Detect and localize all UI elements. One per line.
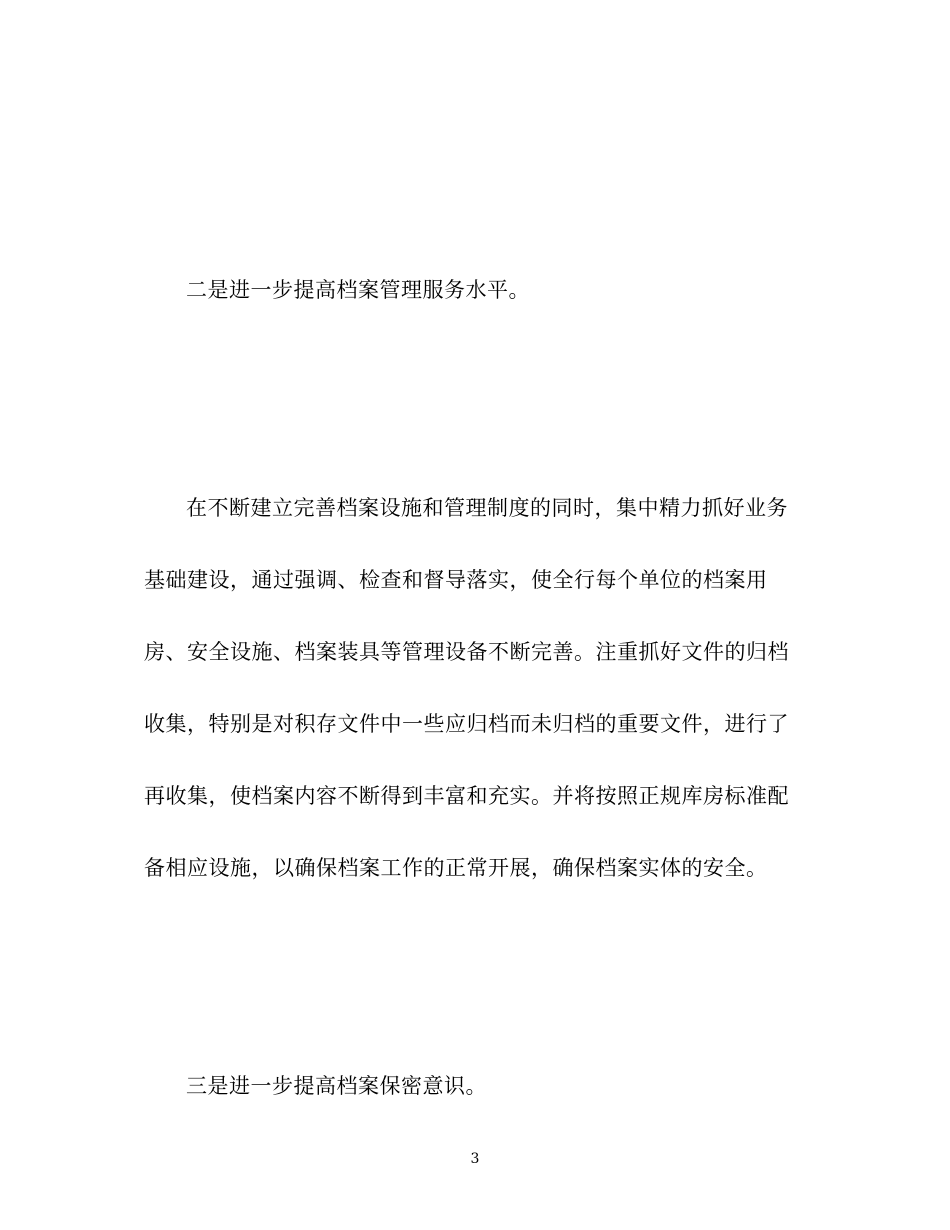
paragraph-line: 在不断建立完善档案设施和管理制度的同时，集中精力抓好业务 (186, 496, 788, 520)
section-heading-two: 二是进一步提高档案管理服务水平。 (186, 278, 530, 302)
paragraph-line: 收集，特别是对积存文件中一些应归档而未归档的重要文件，进行了 (144, 712, 789, 736)
paragraph-line: 基础建设，通过强调、检查和督导落实，使全行每个单位的档案用 (144, 568, 768, 592)
paragraph-line: 房、安全设施、档案装具等管理设备不断完善。注重抓好文件的归档 (144, 640, 789, 664)
paragraph-line: 备相应设施，以确保档案工作的正常开展，确保档案实体的安全。 (144, 856, 768, 880)
section-heading-three: 三是进一步提高档案保密意识。 (186, 1074, 487, 1098)
paragraph-line: 再收集，使档案内容不断得到丰富和充实。并将按照正规库房标准配 (144, 784, 789, 808)
page-number: 3 (470, 1151, 480, 1167)
